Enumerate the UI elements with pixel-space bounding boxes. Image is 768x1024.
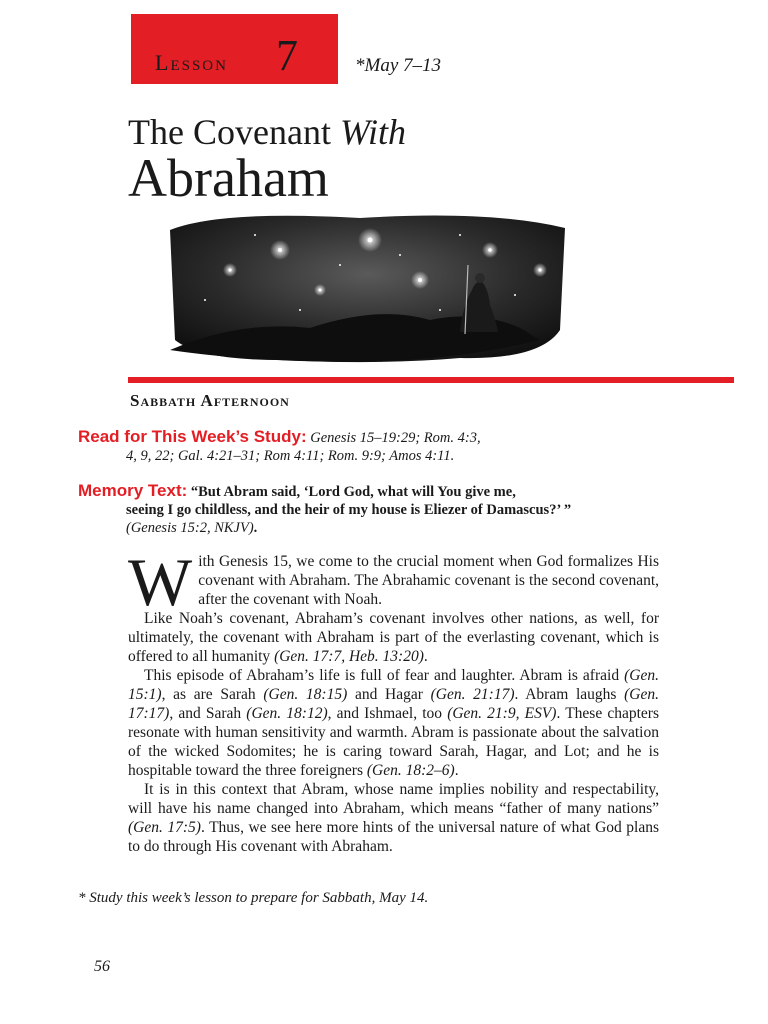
paragraph-4 xyxy=(128,780,659,856)
scripture-ref: (Gen. 21:17) xyxy=(430,686,515,703)
p3-text: . Abram laughs xyxy=(514,686,625,703)
scripture-ref: (Gen. 15:1) xyxy=(128,667,659,703)
scripture-ref: (Gen. 17:5) xyxy=(128,819,201,836)
p2-text: Like Noah’s covenant, Abraham’s covenant involves other nations, as well, for ultimately, the covenant with Abraham is part of the everlasting covenant, which is offered to all humanity xyxy=(128,610,659,665)
memory-label: Memory Text: xyxy=(78,481,188,500)
page-title-line2: Abraham xyxy=(128,148,329,208)
p4-text: . Thus, we see here more hints of the universal nature of what God plans to do through His covenant with Abraham. xyxy=(128,819,659,855)
lesson-date: *May 7–13 xyxy=(355,55,442,76)
paragraph-3 xyxy=(128,666,659,780)
read-refs-line1: Genesis 15–19:29; Rom. 4:3, xyxy=(306,430,481,446)
lesson-tab xyxy=(131,14,338,84)
scripture-ref: (Gen. 21:9, ESV) xyxy=(447,705,557,722)
memory-quote-line1: “But Abram said, ‘Lord God, what will You give me, xyxy=(187,484,516,500)
scripture-ref: (Gen. 17:17) xyxy=(128,686,660,722)
section-heading: Sabbath Afternoon xyxy=(130,391,290,410)
page-number: 56 xyxy=(94,958,110,975)
paragraph-1 xyxy=(128,544,659,620)
title-italic: With xyxy=(339,112,406,152)
starry-night-figure-illustration xyxy=(160,210,570,365)
scripture-ref: (Gen. 17:7, Heb. 13:20) xyxy=(274,648,424,665)
p3-text: and Hagar xyxy=(347,686,431,703)
p3-end: . xyxy=(454,762,459,779)
p3-text: . These chapters resonate with human sensitivity and warmth. Abram is passionate about the salvation of the wicked Sodomites; he is caring toward Sarah, Hagar, and Lot; and he is hospitable toward the three foreigners xyxy=(128,705,659,779)
p4-text: It is in this context that Abram, whose name implies nobility and respectability, will have his name changed into Abraham, which means “father of many nations” xyxy=(128,781,659,817)
p3-text: , and Sarah xyxy=(169,705,247,722)
p3-text: , as are Sarah xyxy=(161,686,264,703)
lesson-number: 7 xyxy=(276,31,298,80)
paragraph-2 xyxy=(128,609,659,666)
scripture-ref: (Gen. 18:15) xyxy=(263,686,348,703)
page-title-line1 xyxy=(128,112,406,152)
section-divider xyxy=(128,377,734,383)
p3-text: This episode of Abraham’s life is full of fear and laughter. Abram is afraid xyxy=(144,667,625,684)
p3-text: , and Ishmael, too xyxy=(327,705,448,722)
p2-end: . xyxy=(423,648,428,665)
scripture-ref: (Gen. 18:12) xyxy=(246,705,328,722)
lesson-body xyxy=(128,544,660,856)
memory-end: . xyxy=(253,520,258,536)
lesson-label: Lesson xyxy=(155,50,228,75)
read-label: Read for This Week’s Study: xyxy=(78,427,307,446)
title-roman: The Covenant xyxy=(128,112,340,152)
read-for-study xyxy=(78,428,660,465)
memory-quote-line2: seeing I go childless, and the heir of my house is Eliezer of Damascus?’ ” xyxy=(126,502,572,518)
footnote: * Study this week’s lesson to prepare for Sabbath, May 14. xyxy=(78,890,429,906)
read-refs-line2: 4, 9, 22; Gal. 4:21–31; Rom 4:11; Rom. 9:9; Amos 4:11. xyxy=(126,448,455,464)
drop-cap: W xyxy=(128,544,193,620)
memory-citation: (Genesis 15:2, NKJV) xyxy=(126,520,254,536)
scripture-ref: (Gen. 18:2–6) xyxy=(366,762,455,779)
memory-text xyxy=(78,482,660,537)
p1-text: ith Genesis 15, we come to the crucial moment when God formalizes His covenant with Abraham. The Abrahamic covenant is the second covenant, after the covenant with Noah. xyxy=(198,553,659,608)
